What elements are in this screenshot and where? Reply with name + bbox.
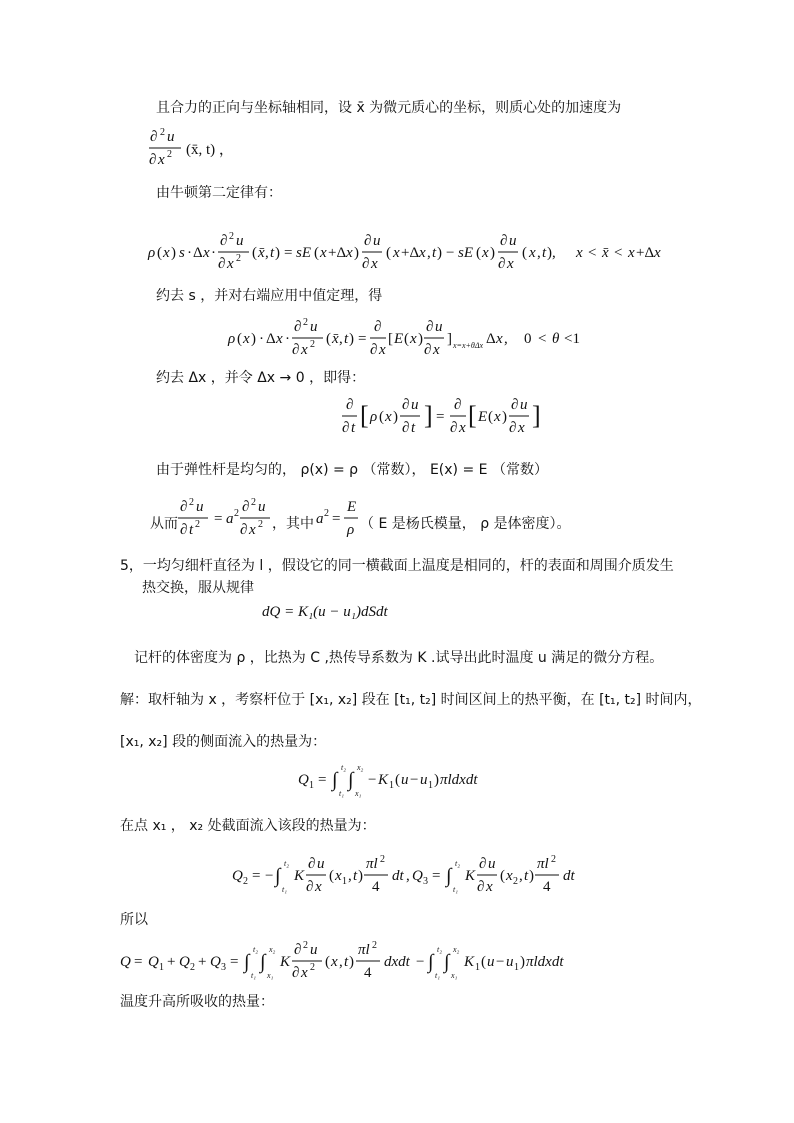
- svg-text:1: 1: [159, 962, 164, 973]
- svg-text:x: x: [385, 409, 392, 425]
- svg-text:=: =: [318, 772, 327, 788]
- svg-text:u: u: [196, 499, 204, 515]
- svg-text:u: u: [236, 233, 244, 249]
- q-sum-equation: [120, 938, 570, 988]
- svg-text:E: E: [394, 331, 404, 347]
- svg-text:t₁: t₁: [435, 971, 441, 980]
- svg-text:4: 4: [543, 879, 551, 895]
- svg-text:ρ: ρ: [228, 331, 236, 347]
- svg-text:x: x: [227, 256, 234, 272]
- svg-text:2: 2: [243, 876, 248, 887]
- svg-text:t₁: t₁: [339, 789, 345, 798]
- svg-text:u: u: [509, 233, 517, 249]
- svg-text:(: (: [500, 868, 505, 884]
- svg-text:x: x: [529, 245, 536, 261]
- svg-text:Q: Q: [298, 772, 309, 788]
- svg-text:2: 2: [513, 876, 518, 887]
- svg-text:x: x: [506, 868, 513, 884]
- svg-text:∫: ∫: [332, 769, 338, 791]
- solution-line-4: 所以: [120, 912, 148, 928]
- svg-text:(: (: [379, 409, 384, 425]
- text-line-10-tail: （ E 是杨氏模量， ρ 是体密度）。: [360, 516, 571, 532]
- svg-text:x: x: [335, 868, 342, 884]
- mean-value-equation: [228, 316, 588, 364]
- svg-text:=: =: [230, 954, 239, 970]
- svg-text:x: x: [346, 245, 353, 261]
- svg-text:a: a: [226, 511, 234, 527]
- svg-text:<: <: [538, 331, 547, 347]
- svg-text:x̄: x̄: [258, 245, 265, 261]
- svg-text:]: ]: [424, 401, 433, 430]
- svg-text:∂: ∂: [308, 856, 316, 872]
- svg-text:s: s: [179, 245, 185, 261]
- svg-text:x: x: [507, 256, 514, 272]
- svg-text:x: x: [494, 409, 501, 425]
- svg-text:=: =: [332, 511, 341, 527]
- svg-text:=: =: [432, 868, 441, 884]
- svg-text:x: x: [518, 420, 525, 436]
- svg-text:Q: Q: [179, 954, 190, 970]
- svg-text:): ): [418, 331, 423, 347]
- svg-text:∂: ∂: [218, 256, 226, 272]
- svg-text:x: x: [482, 245, 489, 261]
- svg-text:t₂: t₂: [341, 763, 347, 772]
- svg-text:2: 2: [251, 497, 256, 508]
- svg-text:<: <: [588, 245, 597, 261]
- svg-text:−: −: [496, 954, 505, 970]
- svg-text:2: 2: [195, 519, 200, 530]
- svg-text:∂: ∂: [306, 879, 314, 895]
- svg-text:): ): [502, 409, 507, 425]
- svg-text:(: (: [326, 331, 331, 347]
- svg-text:3: 3: [221, 962, 226, 973]
- svg-text:+: +: [167, 954, 176, 970]
- svg-text:x: x: [276, 331, 283, 347]
- svg-text:K: K: [378, 772, 389, 788]
- svg-text:+Δ: +Δ: [328, 245, 347, 261]
- svg-text:,: ,: [504, 331, 508, 347]
- svg-text:∂: ∂: [292, 965, 300, 981]
- svg-text:x: x: [163, 245, 170, 261]
- svg-text:E: E: [347, 499, 357, 515]
- text-line-9: 由于弹性杆是均匀的， ρ(x) = ρ （常数）， E(x) = E （常数）: [156, 462, 548, 478]
- svg-text:(: (: [252, 245, 257, 261]
- svg-text:x: x: [203, 245, 210, 261]
- svg-text:∫: ∫: [444, 951, 450, 973]
- svg-text:x: x: [486, 879, 493, 895]
- svg-text:=: =: [284, 245, 293, 261]
- svg-text:u: u: [488, 856, 496, 872]
- svg-text:∂: ∂: [454, 397, 462, 413]
- q2-q3-equation: [232, 852, 592, 902]
- solution-line-5: 温度升高所吸收的热量：: [120, 994, 274, 1010]
- svg-text:πldxdt: πldxdt: [526, 954, 564, 970]
- svg-text:u: u: [373, 233, 381, 249]
- svg-text:[: [: [468, 401, 477, 430]
- svg-text:ρ: ρ: [148, 245, 156, 261]
- svg-text:x: x: [379, 342, 386, 358]
- solution-line-3: 在点 x₁ ， x₂ 处截面流入该段的热量为：: [120, 818, 376, 834]
- svg-text:t₁: t₁: [282, 885, 288, 894]
- svg-text:1: 1: [475, 962, 480, 973]
- svg-text:2: 2: [234, 508, 239, 519]
- svg-text:): ): [251, 331, 256, 347]
- svg-text:2: 2: [303, 317, 308, 328]
- svg-text:1: 1: [428, 780, 433, 791]
- svg-text:+: +: [198, 954, 207, 970]
- problem-5-line-1: 5，一均匀细杆直径为 l ，假设它的同一横截面上温度是相同的，杆的表面和周围介质发生: [120, 558, 674, 574]
- svg-text:2: 2: [310, 962, 315, 973]
- svg-text:t: t: [411, 420, 416, 436]
- svg-text:4: 4: [372, 879, 380, 895]
- svg-text:∂: ∂: [346, 397, 354, 413]
- svg-text:1: 1: [342, 876, 347, 887]
- svg-text:,: ,: [348, 868, 352, 884]
- svg-text:E: E: [478, 409, 488, 425]
- svg-text:1: 1: [514, 962, 519, 973]
- svg-text:(: (: [476, 245, 481, 261]
- svg-text:t: t: [353, 868, 358, 884]
- svg-text:x: x: [419, 245, 426, 261]
- svg-text:Δ: Δ: [266, 331, 276, 347]
- svg-text:): ): [171, 245, 176, 261]
- svg-text:πl: πl: [537, 856, 549, 872]
- text-line-3: 由牛顿第二定律有：: [156, 185, 282, 201]
- svg-text:∂: ∂: [424, 342, 432, 358]
- svg-text:∂: ∂: [364, 233, 372, 249]
- svg-text:2: 2: [236, 253, 241, 264]
- svg-text:x: x: [496, 331, 503, 347]
- svg-text:),: ),: [547, 245, 556, 261]
- svg-text:x₂: x₂: [269, 945, 276, 954]
- solution-line-1: 解：取杆轴为 x ，考察杆位于 [x₁, x₂] 段在 [t₁, t₂] 时间区间上的热平衡，在 [t₁, t₂] 时间内，: [120, 692, 702, 708]
- svg-text:x: x: [393, 245, 400, 261]
- svg-text:u: u: [506, 954, 514, 970]
- solution-line-2: [x₁, x₂] 段的侧面流入的热量为：: [120, 734, 327, 750]
- svg-text:x=x+θΔx: x=x+θΔx: [453, 341, 484, 350]
- a-squared-definition: [316, 496, 356, 546]
- svg-text:=: =: [436, 409, 445, 425]
- svg-text:∫: ∫: [260, 951, 266, 973]
- text-line-5: 约去 s ，并对右端应用中值定理，得: [156, 288, 383, 304]
- svg-text:3: 3: [423, 876, 428, 887]
- svg-text:∂: ∂: [180, 499, 188, 515]
- svg-text:(: (: [325, 954, 330, 970]
- svg-text:·: ·: [211, 245, 216, 261]
- svg-text:(: (: [314, 245, 319, 261]
- svg-text:∂: ∂: [402, 397, 410, 413]
- svg-text:t₁: t₁: [251, 971, 257, 980]
- svg-text:ρ: ρ: [370, 409, 378, 425]
- svg-text:t₂: t₂: [253, 945, 259, 954]
- svg-text:∂: ∂: [294, 319, 302, 335]
- svg-text:∂: ∂: [370, 342, 378, 358]
- svg-text:(: (: [488, 409, 493, 425]
- svg-text:x: x: [315, 879, 322, 895]
- svg-text:t₂: t₂: [455, 859, 461, 868]
- svg-text:): ): [358, 868, 363, 884]
- svg-text:−: −: [416, 954, 425, 970]
- svg-text:t: t: [524, 868, 529, 884]
- svg-text:,: ,: [339, 954, 343, 970]
- svg-text:): ): [434, 772, 439, 788]
- svg-text:x₁: x₁: [267, 971, 274, 980]
- svg-text:): ): [349, 954, 354, 970]
- svg-text:u: u: [258, 499, 266, 515]
- svg-text:(: (: [481, 954, 486, 970]
- svg-text:t₁: t₁: [453, 885, 459, 894]
- svg-text:∂: ∂: [342, 420, 350, 436]
- svg-text:x: x: [371, 256, 378, 272]
- q1-equation: [298, 762, 498, 802]
- svg-text:x: x: [576, 245, 583, 261]
- svg-text:1: 1: [309, 780, 314, 791]
- svg-text:+Δ: +Δ: [636, 245, 655, 261]
- svg-text:∫: ∫: [275, 865, 281, 887]
- svg-text:∂: ∂: [149, 152, 157, 168]
- svg-text:∂: ∂: [362, 256, 370, 272]
- svg-text:u: u: [411, 397, 419, 413]
- svg-text:u: u: [520, 397, 528, 413]
- svg-text:,: ,: [427, 245, 431, 261]
- svg-text:<1: <1: [564, 331, 580, 347]
- svg-text:x: x: [459, 420, 466, 436]
- svg-text:dxdt: dxdt: [384, 954, 410, 970]
- svg-text:u: u: [487, 954, 495, 970]
- svg-text:0: 0: [524, 331, 532, 347]
- problem-5-line-2: 热交换，服从规律: [142, 580, 254, 596]
- svg-text:,: ,: [265, 245, 269, 261]
- svg-text:(: (: [395, 772, 400, 788]
- svg-text:Δ: Δ: [486, 331, 496, 347]
- svg-text:,: ,: [406, 868, 410, 884]
- svg-text:∂: ∂: [511, 397, 519, 413]
- svg-text:a: a: [316, 511, 324, 527]
- svg-text:): ): [529, 868, 534, 884]
- svg-text:u: u: [317, 856, 325, 872]
- svg-text:t: t: [432, 245, 437, 261]
- svg-text:Q: Q: [148, 954, 159, 970]
- svg-text:,: ,: [537, 245, 541, 261]
- svg-text:2: 2: [160, 127, 165, 138]
- svg-text:): ): [349, 331, 354, 347]
- svg-text:∂: ∂: [294, 942, 302, 958]
- svg-text:,: ,: [519, 868, 523, 884]
- svg-text:πldxdt: πldxdt: [440, 772, 478, 788]
- svg-text:t: t: [542, 245, 547, 261]
- svg-text:−: −: [265, 868, 274, 884]
- svg-text:x: x: [331, 954, 338, 970]
- acceleration-args: (x̄, t) ，: [186, 142, 234, 158]
- svg-text:[: [: [360, 401, 369, 430]
- svg-text:−: −: [410, 772, 419, 788]
- svg-text:Q: Q: [232, 868, 243, 884]
- svg-text:2: 2: [551, 854, 556, 865]
- svg-text:u: u: [420, 772, 428, 788]
- svg-text:t: t: [351, 420, 356, 436]
- svg-text:2: 2: [190, 962, 195, 973]
- svg-text:t: t: [270, 245, 275, 261]
- svg-text:∂: ∂: [477, 879, 485, 895]
- svg-text:K: K: [465, 868, 476, 884]
- svg-text:∂: ∂: [426, 319, 434, 335]
- svg-text:θ: θ: [552, 331, 560, 347]
- svg-text:t₂: t₂: [437, 945, 443, 954]
- svg-text:2: 2: [372, 940, 377, 951]
- problem-5-line-3: 记杆的体密度为 ρ ，比热为 C ,热传导系数为 K .试导出此时温度 u 满足的微分方程。: [134, 650, 664, 666]
- svg-text:∂: ∂: [240, 522, 248, 538]
- svg-text:Δ: Δ: [193, 245, 203, 261]
- svg-text:·: ·: [187, 245, 192, 261]
- svg-text:x₂: x₂: [453, 945, 460, 954]
- svg-text:=: =: [214, 511, 223, 527]
- svg-text:πl: πl: [358, 942, 370, 958]
- svg-text:2: 2: [167, 149, 172, 160]
- svg-text:2: 2: [380, 854, 385, 865]
- svg-text:): ): [354, 245, 359, 261]
- text-line-10-head: 从而: [150, 516, 178, 532]
- svg-text:∫: ∫: [244, 951, 250, 973]
- text-line-10-mid: ，其中: [272, 516, 314, 532]
- svg-text:Q: Q: [210, 954, 221, 970]
- svg-text:x: x: [320, 245, 327, 261]
- svg-text:x₁: x₁: [451, 971, 458, 980]
- heat-exchange-law: dQ = K₁(u − u₁)dSdt: [262, 604, 388, 620]
- svg-text:): ): [275, 245, 280, 261]
- svg-text:]: ]: [447, 331, 452, 347]
- svg-text:2: 2: [258, 519, 263, 530]
- svg-text:x̄: x̄: [602, 245, 609, 261]
- svg-text:(: (: [329, 868, 334, 884]
- svg-text:∂: ∂: [500, 233, 508, 249]
- svg-text:∂: ∂: [509, 420, 517, 436]
- svg-text:u: u: [167, 129, 175, 145]
- svg-text:∫: ∫: [348, 769, 354, 791]
- svg-text:,: ,: [339, 331, 343, 347]
- svg-text:K: K: [294, 868, 305, 884]
- text-line-1: 且合力的正向与坐标轴相同，设 x̄ 为微元质心的坐标，则质心处的加速度为: [156, 100, 622, 116]
- svg-text:x₁: x₁: [355, 789, 362, 798]
- svg-text:+Δ: +Δ: [401, 245, 420, 261]
- svg-text:2: 2: [310, 339, 315, 350]
- svg-text:x: x: [249, 522, 256, 538]
- svg-text:∂: ∂: [292, 342, 300, 358]
- svg-text:∂: ∂: [402, 420, 410, 436]
- svg-text:ρ: ρ: [347, 522, 355, 538]
- svg-text:∂: ∂: [450, 420, 458, 436]
- svg-text:sE: sE: [458, 245, 473, 261]
- svg-text:−: −: [368, 772, 377, 788]
- svg-text:t: t: [344, 331, 349, 347]
- svg-text:x̄: x̄: [332, 331, 339, 347]
- svg-text:·: ·: [259, 331, 264, 347]
- svg-text:2: 2: [324, 508, 329, 519]
- svg-text:πl: πl: [366, 856, 378, 872]
- svg-text:x: x: [301, 965, 308, 981]
- svg-text:u: u: [310, 942, 318, 958]
- svg-text:Q: Q: [120, 954, 131, 970]
- svg-text:): ): [393, 409, 398, 425]
- svg-text:x: x: [410, 331, 417, 347]
- svg-text:−: −: [446, 245, 455, 261]
- svg-text:∂: ∂: [479, 856, 487, 872]
- newton-equation: [148, 230, 688, 278]
- svg-text:dt: dt: [392, 868, 404, 884]
- svg-text:∂: ∂: [220, 233, 228, 249]
- svg-text:4: 4: [364, 965, 372, 981]
- svg-text:x: x: [654, 245, 661, 261]
- svg-text:∂: ∂: [180, 522, 188, 538]
- svg-text:]: ]: [532, 401, 541, 430]
- svg-text:1: 1: [389, 780, 394, 791]
- svg-text:u: u: [401, 772, 409, 788]
- svg-text:): ): [520, 954, 525, 970]
- svg-text:x: x: [433, 342, 440, 358]
- svg-text:∫: ∫: [428, 951, 434, 973]
- wave-equation: [178, 496, 268, 546]
- svg-text:2: 2: [229, 231, 234, 242]
- svg-text:(: (: [522, 245, 527, 261]
- svg-text:x₂: x₂: [357, 763, 364, 772]
- svg-text:(: (: [404, 331, 409, 347]
- svg-text:u: u: [310, 319, 318, 335]
- svg-text:∂: ∂: [374, 319, 382, 335]
- svg-text:2: 2: [303, 940, 308, 951]
- svg-text:u: u: [435, 319, 443, 335]
- svg-text:∂: ∂: [242, 499, 250, 515]
- svg-text:<: <: [614, 245, 623, 261]
- svg-text:(: (: [157, 245, 162, 261]
- pde-equation: [340, 394, 560, 442]
- svg-text:2: 2: [189, 497, 194, 508]
- text-line-7: 约去 Δx ，并令 Δx → 0 ，即得：: [156, 370, 366, 386]
- svg-text:=: =: [252, 868, 261, 884]
- svg-text:[: [: [388, 331, 393, 347]
- svg-text:K: K: [464, 954, 475, 970]
- svg-text:t₂: t₂: [284, 859, 290, 868]
- svg-text:K: K: [280, 954, 291, 970]
- svg-text:x: x: [158, 152, 165, 168]
- svg-text:·: ·: [285, 331, 290, 347]
- svg-text:x: x: [243, 331, 250, 347]
- svg-text:dt: dt: [563, 868, 575, 884]
- svg-text:sE: sE: [296, 245, 311, 261]
- svg-text:(: (: [237, 331, 242, 347]
- svg-text:x: x: [301, 342, 308, 358]
- svg-text:t: t: [344, 954, 349, 970]
- svg-text:(: (: [386, 245, 391, 261]
- svg-text:): ): [490, 245, 495, 261]
- svg-text:∫: ∫: [446, 865, 452, 887]
- svg-text:=: =: [358, 331, 367, 347]
- svg-text:x: x: [628, 245, 635, 261]
- svg-text:): ): [437, 245, 442, 261]
- svg-text:=: =: [134, 954, 143, 970]
- svg-text:∂: ∂: [150, 129, 158, 145]
- svg-text:Q: Q: [412, 868, 423, 884]
- svg-text:t: t: [189, 522, 194, 538]
- svg-text:∂: ∂: [498, 256, 506, 272]
